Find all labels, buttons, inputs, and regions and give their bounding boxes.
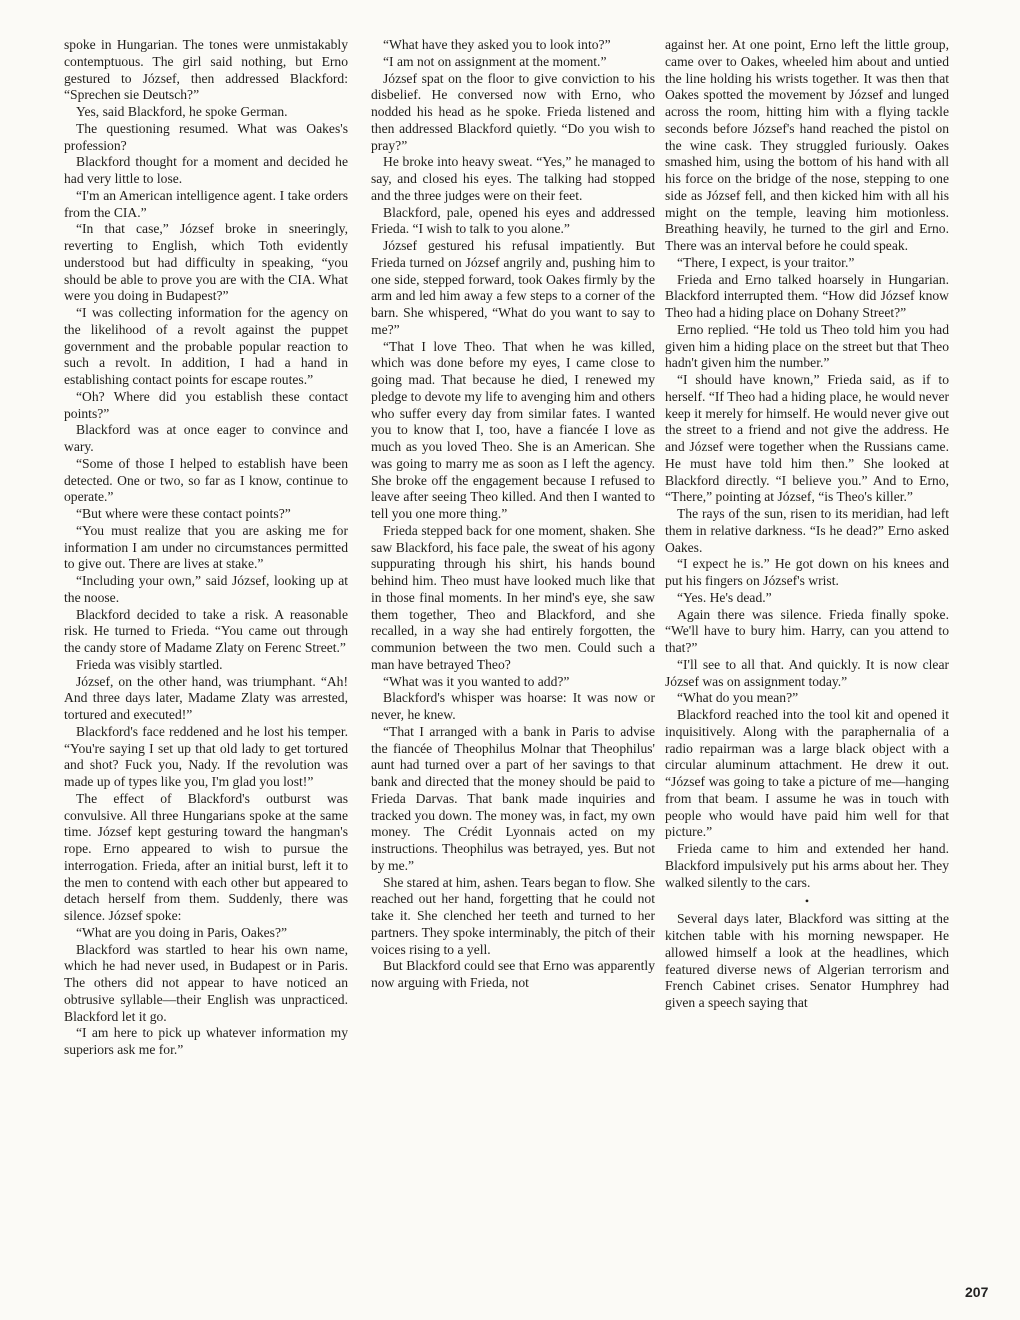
paragraph: Frieda was visibly startled. [76, 656, 223, 672]
text-column-right [665, 37, 949, 1012]
paragraph: Erno replied. “He told us Theo told him you had given him a hiding place on the street but that Theo hadn't given him the number.” [665, 321, 949, 371]
paragraph: against her. At one point, Erno left the little group, came over to Oakes, wheeled him about and untied the line holding his wrists together. It was then that Oakes spotted the movement by József and lunged across the room, hitting him with a flying tackle seconds before József's hand reached the pistol on the wine cask. They struggled furiously. Oakes smashed him, using the bottom of his hand with all his force on the bridge of the nose, stepping to one side as József fell, and then kicked him with all his might on the temple, leaving him motionless. Breathing heavily, he turned to the girl and Erno. There was an interval before he could speak. [665, 37, 949, 253]
paragraph: “That I arranged with a bank in Paris to advise the fiancée of Theophilus Molnar that Theophilus' aunt had turned over a part of her savings to that bank and directed that the money should be paid to Frieda Darvas. That bank made inquiries and tracked you down. The money was, in fact, my own money. The Crédit Lyonnais acted on my instructions. Theophilus was betrayed, yes. But not by me.” [371, 723, 655, 873]
paragraph: “Oh? Where did you establish these contact points?” [64, 388, 348, 421]
paragraph: “I'll see to all that. And quickly. It is now clear József was on assignment today.” [665, 656, 949, 689]
paragraph: “There, I expect, is your traitor.” [677, 254, 855, 270]
paragraph: The questioning resumed. What was Oakes's profession? [64, 120, 348, 153]
paragraph: He broke into heavy sweat. “Yes,” he managed to say, and closed his eyes. The talking had stopped and the three judges were on their feet. [371, 154, 655, 203]
paragraph: “What have they asked you to look into?” [383, 37, 611, 52]
page-number: 207 [965, 1284, 989, 1300]
paragraph: Blackford's whisper was hoarse: It was now or never, he knew. [371, 690, 655, 722]
paragraph: She stared at him, ashen. Tears began to flow. She reached out her hand, forgetting that he could not take it. She clenched her teeth and turned to her partners. They spoke interminably, the pitch of their voices rising to a yell. [371, 874, 655, 957]
paragraph: Frieda and Erno talked hoarsely in Hungarian. Blackford interrupted them. “How did József know Theo had a hiding place on Dohany Street?” [665, 271, 949, 320]
paragraph: “I expect he is.” He got down on his knees and put his fingers on József's wrist. [665, 556, 949, 588]
paragraph: Frieda came to him and extended her hand. Blackford impulsively put his arms about her. They walked silently to the cars. [665, 841, 949, 890]
section-break-bullet: • [804, 894, 810, 909]
paragraph: “I should have known,” Frieda said, as if to herself. “If Theo had a hiding place, he would never keep it merely for himself. He would never give out the street to a friend and not give the address. He and József were together when the Russians came. He must have told him then.” She looked at Blackford directly. “I believe you.” And to Erno, “There,” pointing at József, “is Theo's killer.” [665, 372, 949, 505]
paragraph: “Some of those I helped to establish have been detected. One or two, so far as I know, continue to operate.” [64, 455, 348, 505]
paragraph: “What was it you wanted to add?” [383, 673, 570, 689]
paragraph: “I am here to pick up whatever information my superiors ask me for.” [64, 1025, 348, 1057]
paragraph: “Including your own,” said József, looking up at the noose. [64, 573, 348, 605]
paragraph: The rays of the sun, risen to its meridian, had left them in relative darkness. “Is he dead?” Erno asked Oakes. [665, 506, 949, 555]
paragraph: “That I love Theo. That when he was killed, which was done before my eyes, I came close to going mad. That because he died, I renewed my pledge to devote my life to avenging him and others who suffer every day from similar fates. I wanted you to know that I, too, have a fiancée I love as much as you loved Theo. She is an American. She was going to marry me as soon as I left the agency. She broke off the engagement because I refused to leave after seeing Theo killed. And then I wanted to tell you one more thing.” [371, 338, 655, 521]
paragraph: spoke in Hungarian. The tones were unmistakably contemptuous. The girl said nothing, but Erno gestured to József, then addressed Blackford: “Sprechen sie Deutsch?” [64, 37, 348, 103]
paragraph: Blackford's face reddened and he lost his temper. “You're saying I set up that old lady to get tortured and shot? Fuck you, Nady. If the revolution was made up of types like you, I'm glad you lost!” [64, 723, 348, 789]
paragraph: “In that case,” József broke in sneeringly, reverting to English, which Toth evidently understood but had difficulty in speaking, “you should be able to prove you are with the CIA. What were you doing in Budapest?” [64, 221, 348, 304]
paragraph: Several days later, Blackford was sitting at the kitchen table with his morning newspaper. He allowed himself a look at the headlines, which featured diverse news of Algerian terrorism and French Cabinet crises. Senator Humphrey had given a speech saying that [665, 911, 949, 1010]
paragraph: Blackford was at once eager to convince and wary. [64, 422, 348, 454]
paragraph: József gestured his refusal impatiently. But Frieda turned on József angrily and, pushing him to one side, stepped forward, took Oakes firmly by the arm and led him away a few steps to a corner of the barn. She whispered, “What do you want to say to me?” [371, 238, 655, 337]
paragraph: The effect of Blackford's outburst was convulsive. All three Hungarians spoke at the same time. József kept gesturing toward the hangman's rope. Erno appeared to wish to pursue the interrogation. Frieda, after an initial burst, left it to the men to contend with each other but appeared to detach herself from them. Suddenly, there was silence. József spoke: [64, 790, 348, 923]
paragraph: “Yes. He's dead.” [677, 589, 772, 605]
paragraph: “I am not on assignment at the moment.” [383, 53, 607, 69]
paragraph: Blackford reached into the tool kit and opened it inquisitively. Along with the paraphernalia of a radio repairman was a large black object with a circular aluminum attachment. He drew it out. “József was going to take a picture of me—hanging from that beam. I assume he was in touch with people who would have paid him well for that picture.” [665, 707, 949, 840]
paragraph: Blackford was startled to hear his own name, which he had never used, in Budapest or in Paris. The others did not appear to have noticed an obtrusive syllable—their English was unpracticed. Blackford let it go. [64, 941, 348, 1024]
paragraph: József, on the other hand, was triumphant. “Ah! And three days later, Madame Zlaty was arrested, tortured and executed!” [64, 673, 348, 722]
paragraph: “You must realize that you are asking me for information I am under no circumstances permitted to give out. There are lives at stake.” [64, 522, 348, 572]
text-column-left [64, 37, 348, 1059]
paragraph: “I'm an American intelligence agent. I take orders from the CIA.” [64, 187, 348, 220]
paragraph: Blackford decided to take a risk. A reasonable risk. He turned to Frieda. “You came out through the candy store of Madame Zlaty on Ferenc Street.” [64, 606, 348, 655]
paragraph: Again there was silence. Frieda finally spoke. “We'll have to bury him. Harry, can you attend to that?” [665, 606, 949, 655]
paragraph: József spat on the floor to give conviction to his disbelief. He conversed now with Erno, who nodded his head as he spoke. Frieda listened and then addressed Blackford quietly. “Do you wish to pray?” [371, 70, 655, 153]
paragraph: But Blackford could see that Erno was apparently now arguing with Frieda, not [371, 958, 655, 990]
paragraph: “But where were these contact points?” [76, 506, 291, 521]
paragraph: “What do you mean?” [677, 690, 799, 706]
paragraph: “I was collecting information for the agency on the likelihood of a revolt against the puppet government and the probable popular reaction to such a revolt. In addition, I had a hand in establishing contact points for escape routes.” [64, 305, 348, 387]
paragraph: Yes, said Blackford, he spoke German. [76, 104, 288, 119]
paragraph: Blackford, pale, opened his eyes and addressed Frieda. “I wish to talk to you alone.” [371, 204, 655, 237]
paragraph: “What are you doing in Paris, Oakes?” [76, 924, 288, 940]
paragraph: Frieda stepped back for one moment, shaken. She saw Blackford, his face pale, the sweat of his agony suppurating through his shirt, his hands bound behind him. Theo must have looked much like that in those final moments. In her mind's eye, she saw them together, Theo and Blackford, and she recalled, in a way she had entirely forgotten, the communion between the two men. Could such a man have betrayed Theo? [371, 522, 655, 672]
text-column-middle [371, 37, 655, 992]
paragraph: Blackford thought for a moment and decided he had very little to lose. [64, 154, 348, 186]
